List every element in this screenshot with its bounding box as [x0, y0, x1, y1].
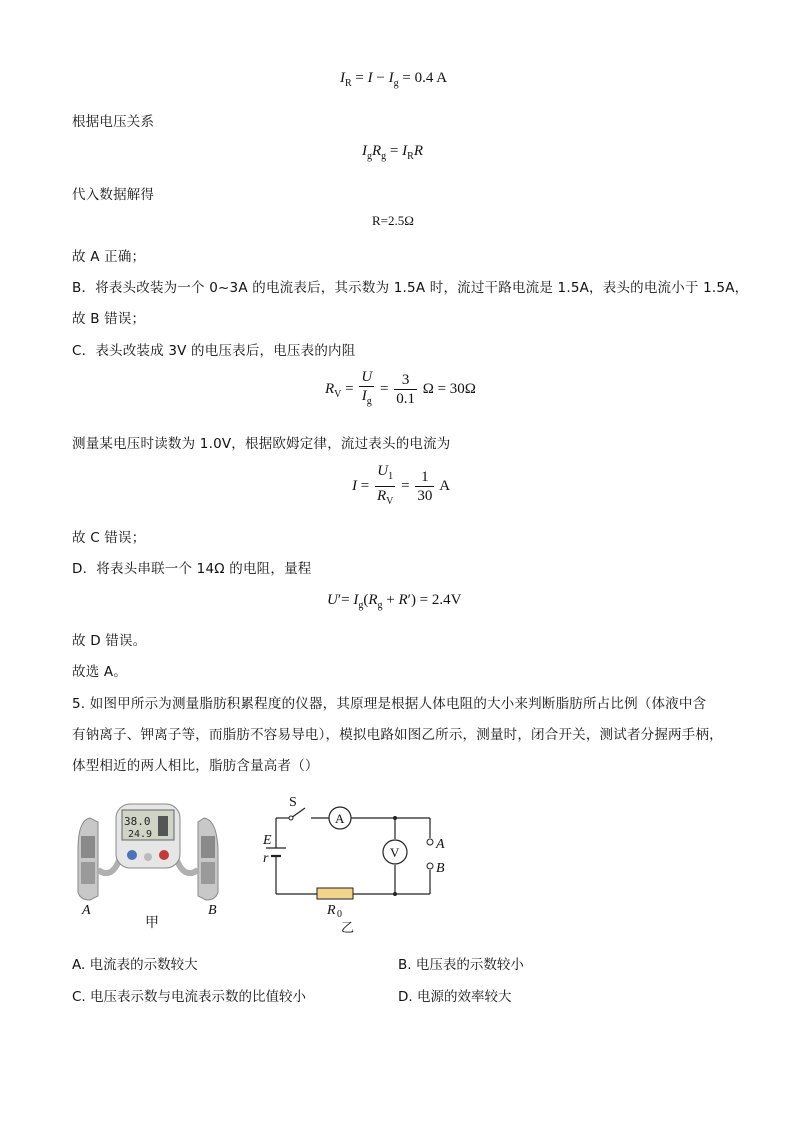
question-text: 5. 如图甲所示为测量脂肪积累程度的仪器，其原理是根据人体电阻的大小来判断脂肪所占比例（体液中含 — [72, 696, 707, 712]
equation-voltage-relation: $I_gR_g = I_RR$ — [362, 143, 423, 162]
text-line: 故 B 错误； — [72, 311, 146, 327]
text-line: 故 D 错误。 — [72, 633, 147, 649]
question-text: 有钠离子、钾离子等，而脂肪不容易导电），模拟电路如图乙所示，测量时，闭合开关，测试者分握两手柄， — [72, 727, 723, 743]
text-line: 根据电压关系 — [72, 114, 155, 130]
internal-resistance-label: r — [263, 851, 269, 866]
equation-range: $U'= I_g(R_g + R') = 2.4V$ — [327, 592, 462, 611]
figure-caption-yi: 乙 — [341, 921, 355, 935]
equation-rv: $R_V$ = $\frac{U}{I_g}$ = $\frac{3}{0.1}$ Ω = 30Ω — [325, 369, 476, 407]
text-line: 故选 A。 — [72, 664, 128, 680]
ammeter-label: A — [335, 811, 345, 826]
switch-label: S — [289, 795, 297, 810]
equation-current: I = $\frac{U_1}{R_V}$ = $\frac{1}{30}$ A — [352, 463, 451, 507]
device-figure — [72, 800, 247, 930]
circuit-diagram — [255, 790, 455, 935]
device-screen-reading-2: 24.9 — [128, 829, 153, 840]
r0-subscript: 0 — [337, 909, 342, 920]
option-a[interactable]: A. 电流表的示数较大 — [72, 957, 198, 973]
device-handle-label-a: A — [82, 903, 91, 918]
terminal-b-label: B — [436, 861, 445, 876]
text-line: C．表头改装成 3V 的电压表后，电压表的内阻 — [72, 343, 356, 359]
option-b[interactable]: B. 电压表的示数较小 — [398, 957, 524, 973]
voltmeter-label: V — [390, 845, 400, 860]
terminal-a-label: A — [436, 837, 445, 852]
device-screen-reading-1: 38.0 — [124, 815, 151, 828]
option-c[interactable]: C. 电压表示数与电流表示数的比值较小 — [72, 989, 307, 1005]
text-line: D．将表头串联一个 14Ω 的电阻，量程 — [72, 561, 312, 577]
figure-caption-jia: 甲 — [145, 916, 159, 931]
text-line: 测量某电压时读数为 1.0V，根据欧姆定律，流过表头的电流为 — [72, 436, 451, 452]
device-handle-label-b: B — [208, 903, 217, 918]
text-line: 故 C 错误； — [72, 530, 146, 546]
text-line: 故 A 正确； — [72, 249, 146, 265]
emf-label: E — [263, 833, 272, 848]
option-d[interactable]: D. 电源的效率较大 — [398, 989, 512, 1005]
r0-label: R — [327, 903, 336, 918]
equation-ir: $I_R = I - I_g = 0.4$ A — [340, 70, 448, 89]
equation-r-value: R=2.5Ω — [372, 213, 414, 228]
text-line: 代入数据解得 — [72, 187, 155, 203]
question-text: 体型相近的两人相比，脂肪含量高者（） — [72, 758, 319, 774]
text-line: B．将表头改装为一个 0~3A 的电流表后，其示数为 1.5A 时，流过干路电流是 1.5A，表头的电流小于 1.5A， — [72, 280, 749, 296]
